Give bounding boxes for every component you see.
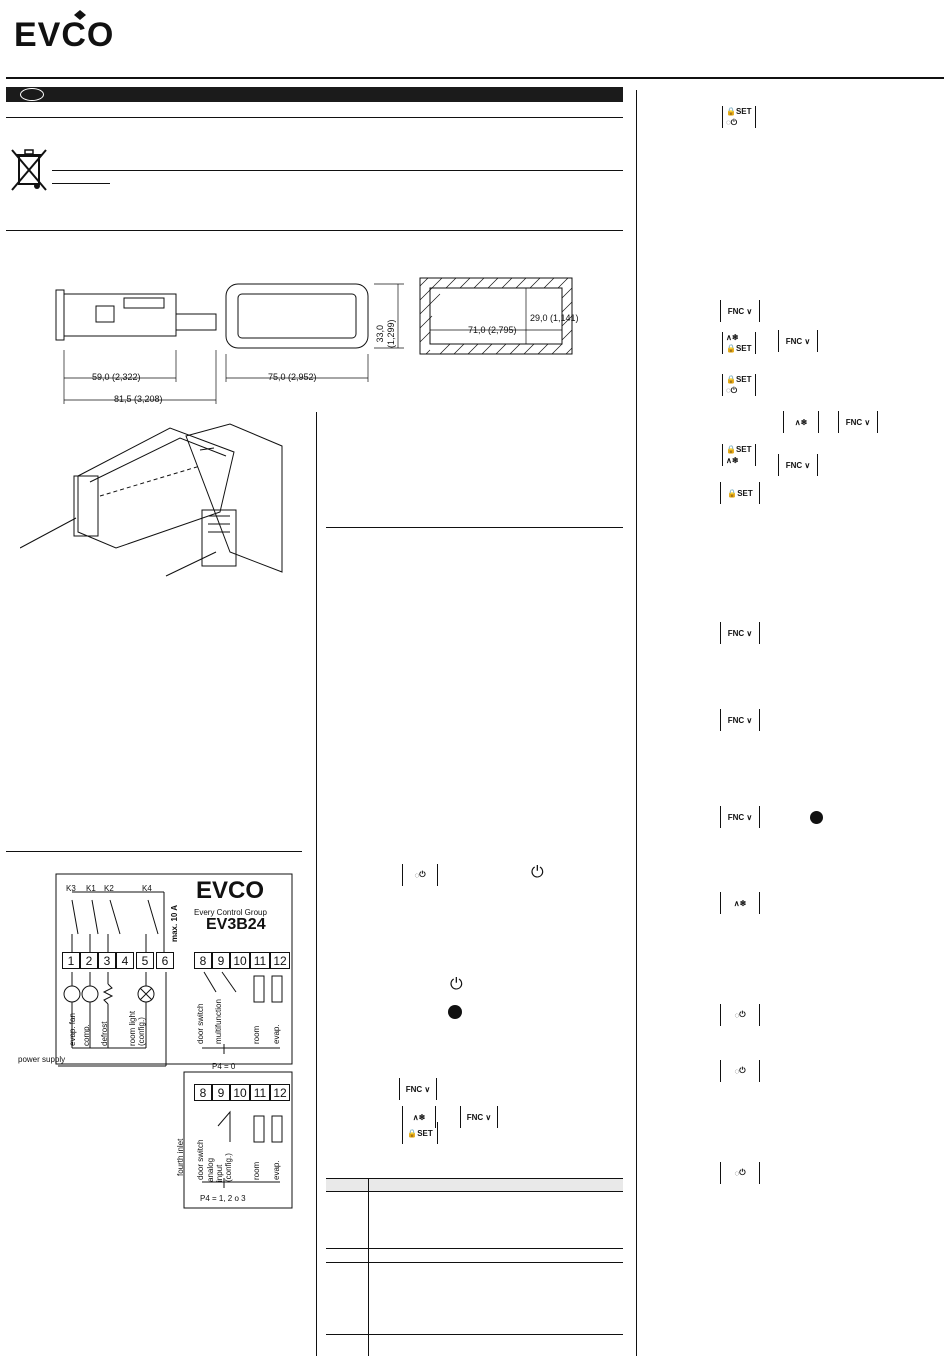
fnc-down-key: FNC ∨ (399, 1078, 437, 1100)
language-bar (6, 87, 623, 102)
set-up-key: 🔒SET ∧❄ (722, 444, 756, 466)
input-label: door switch (196, 1139, 205, 1180)
relay-k2: K2 (104, 884, 114, 893)
terminal: 5 (136, 952, 154, 969)
relay-k3: K3 (66, 884, 76, 893)
dim-total-depth: 81,5 (3,208) (114, 394, 163, 404)
terminal: 6 (156, 952, 174, 969)
load-label: comp. (82, 1024, 91, 1046)
table-divider (368, 1178, 369, 1356)
p4-zero-label: P4 = 0 (212, 1062, 236, 1071)
load-label: room light (config.) (128, 1010, 146, 1046)
table-header (326, 1178, 623, 1192)
terminal: 1 (62, 952, 80, 969)
input-label: multifunction (214, 999, 223, 1044)
terminal: 10 (230, 1084, 250, 1101)
weee-rule (52, 170, 623, 171)
dim-cutout-height: 29,0 (1,141) (530, 313, 579, 323)
table-row-rule (326, 1334, 623, 1335)
up-defrost-key: ∧❄ (720, 892, 760, 914)
input-label: analog input (config.) (206, 1153, 233, 1182)
relay-k4: K4 (142, 884, 152, 893)
section-rule (6, 230, 623, 231)
terminal: 11 (250, 952, 270, 969)
header-rule (6, 77, 944, 79)
logo-text: EVCO (14, 16, 115, 50)
light-standby-key: ◌ ⏻ (402, 864, 438, 886)
fnc-down-key: FNC ∨ (720, 622, 760, 644)
weee-underline (52, 183, 110, 184)
terminal: 4 (116, 952, 134, 969)
set-key: 🔒 SET (720, 482, 760, 504)
input-label: door switch (196, 1003, 205, 1044)
section-rule (6, 851, 302, 852)
input-label: room (252, 1025, 261, 1044)
wiring-tagline: Every Control Group (194, 908, 267, 917)
input-label: evap. (272, 1160, 281, 1180)
section-rule (326, 527, 623, 528)
dim-front-width: 75,0 (2,952) (268, 372, 317, 382)
up-defrost-key: ∧❄ (402, 1106, 436, 1128)
fnc-down-key: FNC ∨ (838, 411, 878, 433)
terminal: 3 (98, 952, 116, 969)
power-supply-label: power supply (18, 1055, 66, 1064)
fnc-down-key: FNC ∨ (720, 300, 760, 322)
light-standby-key: ◌ ⏻ (720, 1162, 760, 1184)
model-label: EV3B24 (206, 916, 266, 933)
fnc-down-key: FNC ∨ (720, 709, 760, 731)
terminal: 9 (212, 952, 230, 969)
column-divider (636, 90, 637, 1356)
load-label: defrost (100, 1021, 109, 1046)
fourth-inlet-label: fourth inlet (176, 1138, 185, 1176)
up-set-key: ∧❄ 🔒SET (722, 332, 756, 354)
language-flag-icon (20, 88, 44, 101)
fnc-down-key: FNC ∨ (778, 454, 818, 476)
input-label: room (252, 1161, 261, 1180)
dimension-drawing (40, 270, 600, 410)
light-standby-key: ◌ ⏻ (720, 1060, 760, 1082)
terminal: 2 (80, 952, 98, 969)
dim-side-depth: 59,0 (2,322) (92, 372, 141, 382)
p4-123-label: P4 = 1, 2 o 3 (200, 1194, 246, 1203)
terminal: 10 (230, 952, 250, 969)
light-standby-key: ◌ ⏻ (720, 1004, 760, 1026)
light-icon (810, 811, 823, 824)
fnc-down-key: FNC ∨ (720, 806, 760, 828)
evco-logo (14, 6, 164, 50)
section-rule (6, 117, 623, 118)
terminal: 9 (212, 1084, 230, 1101)
load-label: evap. fan (68, 1013, 77, 1046)
column-divider (316, 412, 317, 1356)
relay-k1: K1 (86, 884, 96, 893)
terminal: 12 (270, 1084, 290, 1101)
set-light-key: 🔒SET ◌⏻ (722, 374, 756, 396)
installation-drawing (20, 416, 296, 588)
light-icon (448, 1005, 462, 1019)
set-key: 🔒 SET (402, 1122, 438, 1144)
dim-cutout-width: 71,0 (2,795) (468, 325, 517, 335)
standby-icon: ⏻ (450, 976, 463, 993)
input-label: evap. (272, 1024, 281, 1044)
set-light-key: 🔒SET ◌⏻ (722, 106, 756, 128)
table-row-rule (326, 1248, 623, 1249)
terminal: 8 (194, 1084, 212, 1101)
fnc-down-key: FNC ∨ (778, 330, 818, 352)
terminal: 8 (194, 952, 212, 969)
weee-bin-icon (8, 146, 50, 194)
table-row-rule (326, 1262, 623, 1263)
terminal: 11 (250, 1084, 270, 1101)
wiring-logo: EVCO (196, 877, 265, 904)
up-defrost-key: ∧❄ (783, 411, 819, 433)
dim-front-height: 33,0 (1,299) (375, 319, 396, 348)
fnc-down-key: FNC ∨ (460, 1106, 498, 1128)
terminal: 12 (270, 952, 290, 969)
max-current-label: max. 10 A (170, 904, 179, 942)
standby-icon: ⏻ (531, 864, 544, 881)
